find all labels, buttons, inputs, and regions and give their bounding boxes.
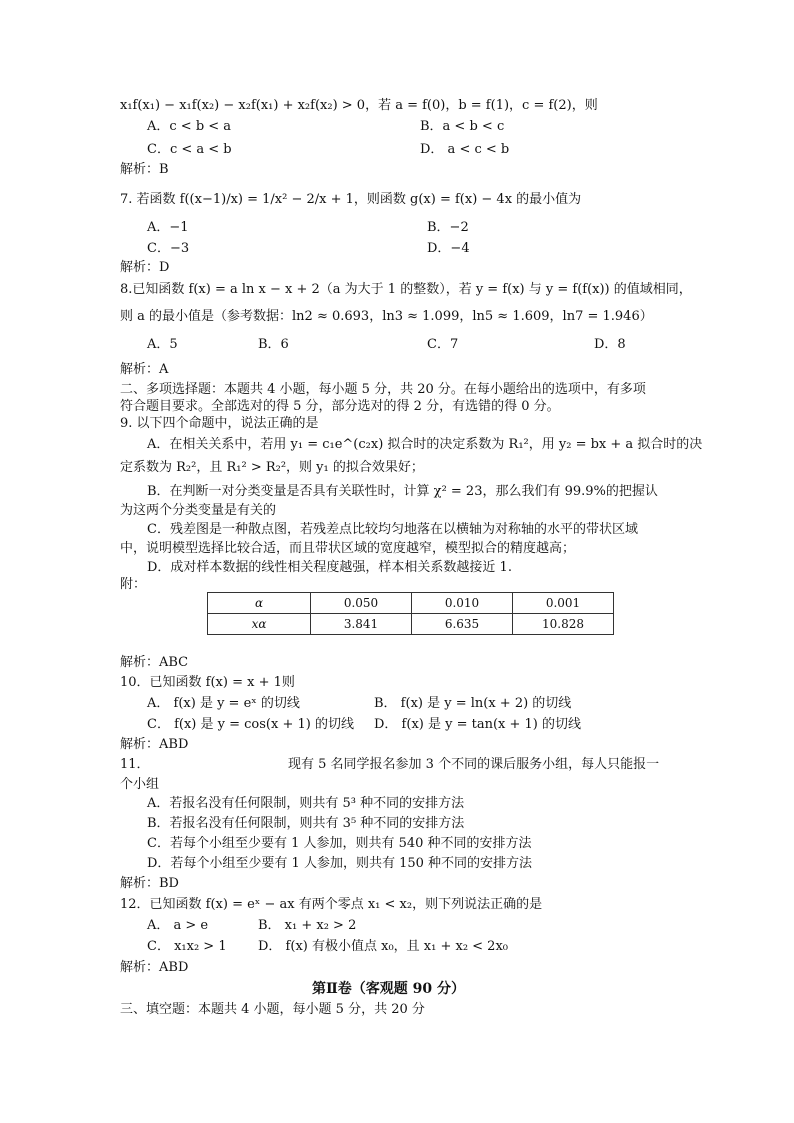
q9-option-b-line1: B．在判断一对分类变量是否具有关联性时，计算 χ² = 23，那么我们有 99.9%的把握认 (147, 484, 658, 499)
q11-number: 11． (120, 757, 150, 772)
q8-stem-line2: 则 a 的最小值是（参考数据：ln2 ≈ 0.693，ln3 ≈ 1.099，ln5 ≈ 1.609，ln7 = 1.946） (120, 309, 653, 324)
q8-stem-line1: 8.已知函数 f(x) = a ln x − x + 2（a 为大于 1 的整数），若 y = f(x) 与 y = f(f(x)) 的值域相同， (120, 282, 692, 297)
part2-title: 第Ⅱ卷（客观题 90 分） (312, 981, 466, 997)
q6-option-c: C．c < a < b (147, 142, 232, 157)
q12-option-c: C． x₁x₂ > 1 (147, 939, 227, 954)
q8-option-b: B．6 (258, 337, 289, 352)
q6-stem: x₁f(x₁) − x₁f(x₂) − x₂f(x₁) + x₂f(x₂) > 0，若 a = f(0)，b = f(1)，c = f(2)，则 (120, 98, 598, 113)
table-cell: xα (208, 614, 311, 635)
table-cell: α (208, 593, 311, 614)
q11-option-d: D．若每个小组至少要有 1 人参加，则共有 150 种不同的安排方法 (147, 856, 533, 871)
q12-option-a: A． a > e (147, 918, 209, 933)
q7-option-a: A．−1 (147, 220, 189, 235)
q9-option-d: D．成对样本数据的线性相关程度越强，样本相关系数越接近 1. (147, 560, 512, 575)
q6-option-b: B．a < b < c (420, 119, 505, 134)
q8-option-c: C．7 (427, 337, 459, 352)
q11-stem-line1: 现有 5 名同学报名参加 3 个不同的课后服务小组，每人只能报一 (288, 757, 660, 772)
section2-header-line1: 二、多项选择题：本题共 4 小题，每小题 5 分，共 20 分。在每小题给出的选项中，有多项 (120, 382, 646, 397)
q9-answer: 解析：ABC (120, 655, 189, 670)
q10-option-d: D． f(x) 是 y = tan(x + 1) 的切线 (374, 717, 581, 732)
q11-option-a: A．若报名没有任何限制，则共有 5³ 种不同的安排方法 (147, 796, 465, 811)
q6-option-d: D． a < c < b (420, 142, 510, 157)
q9-option-c-line1: C．残差图是一种散点图，若残差点比较均匀地落在以横轴为对称轴的水平的带状区域 (147, 522, 638, 537)
section3-header: 三、填空题：本题共 4 小题，每小题 5 分，共 20 分 (120, 1002, 425, 1017)
q11-answer: 解析：BD (120, 876, 179, 891)
q9-appendix-label: 附： (120, 577, 147, 592)
q11-option-b: B．若报名没有任何限制，则共有 3⁵ 种不同的安排方法 (147, 816, 465, 831)
q9-stem: 9. 以下四个命题中，说法正确的是 (120, 416, 319, 431)
table-cell: 0.010 (412, 593, 513, 614)
q7-answer: 解析：D (120, 260, 170, 275)
q6-answer: 解析：B (120, 162, 169, 177)
table-cell: 0.050 (311, 593, 412, 614)
q7-option-d: D．−4 (427, 241, 470, 256)
q12-answer: 解析：ABD (120, 960, 189, 975)
q9-option-a-line1: A．在相关关系中，若用 y₁ = c₁e^(c₂x) 拟合时的决定系数为 R₁²，用 y₂ = bx + a 拟合时的决 (147, 437, 703, 452)
table-cell: 3.841 (311, 614, 412, 635)
q7-stem: 7. 若函数 f((x−1)/x) = 1/x² − 2/x + 1，则函数 g(x) = f(x) − 4x 的最小值为 (120, 192, 582, 207)
table-cell: 6.635 (412, 614, 513, 635)
q9-option-a-line2: 定系数为 R₂²，且 R₁² > R₂²，则 y₁ 的拟合效果好； (120, 460, 424, 475)
q11-option-c: C．若每个小组至少要有 1 人参加，则共有 540 种不同的安排方法 (147, 836, 532, 851)
critical-value-table (207, 592, 614, 635)
q10-answer: 解析：ABD (120, 737, 189, 752)
table-cell: 10.828 (513, 614, 614, 635)
q11-stem-line2: 个小组 (120, 777, 160, 792)
q12-option-b: B． x₁ + x₂ > 2 (258, 918, 357, 933)
q8-option-d: D．8 (594, 337, 626, 352)
q10-option-a: A． f(x) 是 y = eˣ 的切线 (147, 696, 300, 711)
section2-header-line2: 符合题目要求。全部选对的得 5 分，部分选对的得 2 分，有选错的得 0 分。 (120, 399, 560, 414)
table-row (208, 614, 614, 635)
q9-option-b-line2: 为这两个分类变量是有关的 (120, 503, 277, 518)
q6-option-a: A．c < b < a (147, 119, 232, 134)
q10-stem: 10．已知函数 f(x) = x + 1则 (120, 675, 295, 690)
q12-option-d: D． f(x) 有极小值点 x₀，且 x₁ + x₂ < 2x₀ (258, 939, 508, 954)
q8-answer: 解析：A (120, 362, 169, 377)
table-row (208, 593, 614, 614)
q8-option-a: A．5 (147, 337, 178, 352)
q9-option-c-line2: 中，说明模型选择比较合适，而且带状区域的宽度越窄，模型拟合的精度越高； (120, 541, 576, 556)
q7-option-c: C．−3 (147, 241, 190, 256)
q7-option-b: B．−2 (427, 220, 469, 235)
q10-option-b: B． f(x) 是 y = ln(x + 2) 的切线 (374, 696, 572, 711)
table-cell: 0.001 (513, 593, 614, 614)
q10-option-c: C． f(x) 是 y = cos(x + 1) 的切线 (147, 717, 354, 732)
q12-stem: 12．已知函数 f(x) = eˣ − ax 有两个零点 x₁ < x₂，则下列说法正确的是 (120, 897, 543, 912)
